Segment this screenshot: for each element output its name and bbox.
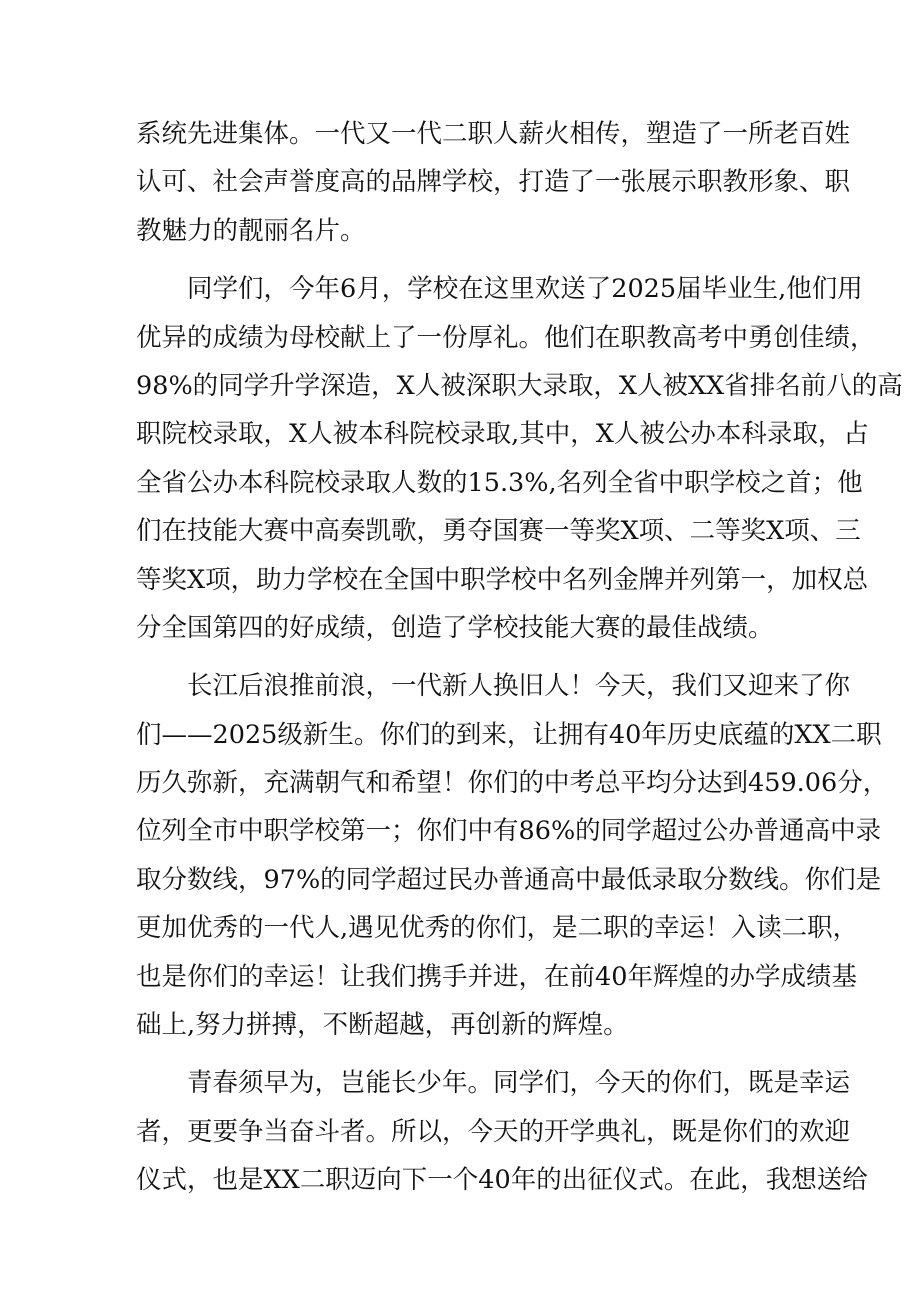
text-line: 98%的同学升学深造，X人被深职大录取，X人被XX省排名前八的高 [136, 370, 903, 401]
paragraph-3 [136, 662, 889, 1049]
text-line: 础上,努力拼搏，不断超越，再创新的辉煌。 [136, 1010, 629, 1041]
text-line: 职院校录取，X人被本科院校录取,其中，X人被公办本科录取，占 [136, 419, 869, 450]
text-line: 分全国第四的好成绩，创造了学校技能大赛的最佳战绩。 [136, 612, 774, 643]
paragraph-2 [136, 265, 903, 652]
text-line: 者，更要争当奋斗者。所以，今天的开学典礼，既是你们的欢迎 [136, 1116, 851, 1147]
text-line: 也是你们的幸运！让我们携手并进，在前40年辉煌的办学成绩基 [136, 961, 857, 992]
document-body [136, 110, 903, 1205]
text-line: 教魅力的靓丽名片。 [136, 215, 366, 246]
paragraph-4 [136, 1059, 868, 1204]
text-line: 系统先进集体。一代又一代二职人薪火相传，塑造了一所老百姓 [136, 119, 851, 149]
paragraph-1 [136, 110, 851, 255]
text-line: 们在技能大赛中高奏凯歌，勇夺国赛一等奖X项、二等奖X项、三 [136, 516, 861, 547]
text-line: 青春须早为，岂能长少年。同学们，今天的你们，既是幸运 [187, 1068, 851, 1099]
text-line: 历久弥新，充满朝气和希望！你们的中考总平均分达到459.06分， [136, 768, 889, 799]
text-line: 更加优秀的一代人,遇见优秀的你们，是二职的幸运！入读二职， [136, 913, 859, 944]
text-line: 同学们，今年6月，学校在这里欢送了2025届毕业生,他们用 [187, 274, 863, 305]
text-line: 位列全市中职学校第一；你们中有86%的同学超过公办普通高中录 [136, 816, 882, 847]
text-line: 全省公办本科院校录取人数的15.3%,名列全省中职学校之首；他 [136, 467, 863, 498]
text-line: 仪式，也是XX二职迈向下一个40年的出征仪式。在此，我想送给 [136, 1165, 868, 1196]
text-line: 等奖X项，助力学校在全国中职学校中名列金牌并列第一，加权总 [136, 564, 869, 595]
text-line: 优异的成绩为母校献上了一份厚礼。他们在职教高考中勇创佳绩， [136, 322, 876, 353]
text-line: 取分数线，97%的同学超过民办普通高中最低录取分数线。你们是 [136, 864, 882, 895]
text-line: 认可、社会声誉度高的品牌学校，打造了一张展示职教形象、职 [136, 167, 851, 198]
text-line: 们——2025级新生。你们的到来，让拥有40年历史底蕴的XX二职 [136, 719, 882, 750]
text-line: 长江后浪推前浪，一代新人换旧人！今天，我们又迎来了你 [187, 671, 851, 702]
